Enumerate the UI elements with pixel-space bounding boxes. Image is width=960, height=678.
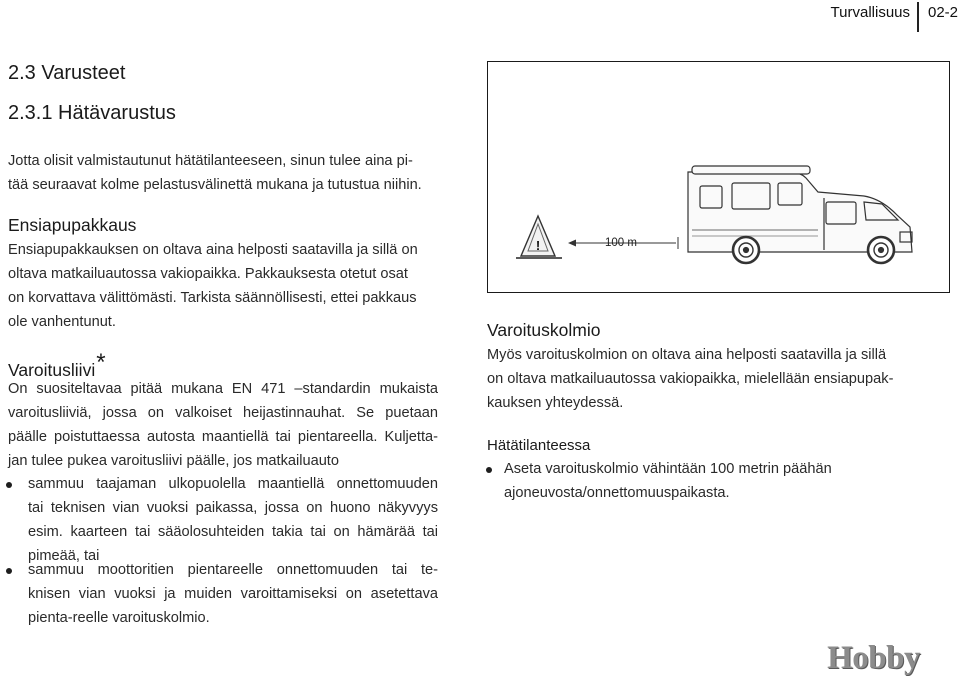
firstaid-heading: Ensiapupakkaus	[8, 215, 137, 235]
bullet-line: Aseta varoituskolmio vähintään 100 metrin päähän	[504, 461, 832, 477]
list-item	[28, 473, 438, 569]
intro-line: tää seuraavat kolme pelastusvälinettä mukana ja tutustua niihin.	[8, 176, 422, 193]
triangle-mark: !	[535, 238, 541, 253]
vest-heading-text: Varoitusliivi	[8, 360, 96, 380]
hobby-logo: Hobby	[827, 640, 920, 676]
vest-line: jan tulee pukea varoitusliivi päälle, jos matkailuauto	[8, 452, 339, 469]
bullet-line: knisen vian vuoksi ja muiden varoittamiseksi on asetettava	[28, 585, 438, 602]
emergency-heading: Hätätilanteessa	[487, 437, 591, 454]
bullet-line: sammuu taajaman ulkopuolella maantiellä onnettomuuden	[28, 476, 438, 492]
bullet-dot	[486, 467, 492, 473]
vest-line: On suositeltavaa pitää mukana EN 471 –standardin mukaista	[8, 381, 438, 397]
emergency-bullet	[504, 458, 924, 506]
vest-line: varoitusliiviä, jossa on valkoiset heijastinnauhat. Se puetaan	[8, 404, 438, 421]
illustration-svg	[488, 62, 948, 291]
bullet-dot	[6, 568, 12, 574]
header-divider	[917, 2, 919, 32]
optional-asterisk: *	[96, 349, 106, 376]
bullet-line: ajoneuvosta/onnettomuuspaikasta.	[504, 484, 730, 501]
triangle-heading: Varoituskolmio	[487, 320, 601, 340]
firstaid-line: oltava matkailuautossa vakiopaikka. Pakkauksesta otetut osat	[8, 265, 408, 282]
page-number: 02-2	[928, 4, 959, 21]
list-item	[28, 559, 438, 631]
vest-bullet-1	[28, 473, 438, 569]
firstaid-line: ole vanhentunut.	[8, 313, 116, 330]
intro-paragraph	[8, 150, 438, 198]
bullet-line: pimeää, tai	[28, 547, 100, 564]
bullet-line: pienta-reelle varoituskolmio.	[28, 609, 210, 626]
triangle-paragraph	[487, 344, 927, 416]
intro-line: Jotta olisit valmistautunut hätätilanteeseen, sinun tulee aina pi-	[8, 153, 413, 169]
subsection-heading: 2.3.1 Hätävarustus	[8, 102, 176, 124]
vest-paragraph	[8, 378, 438, 474]
list-item	[504, 458, 924, 506]
bullet-line: esim. kaarteen tai sääolosuhteiden takia tai on hämärää tai	[28, 523, 438, 540]
vest-bullet-2	[28, 559, 438, 631]
warning-triangle-illustration	[487, 61, 950, 293]
firstaid-paragraph	[8, 239, 438, 335]
triangle-line: kauksen yhteydessä.	[487, 394, 624, 411]
bullet-line: tai teknisen vian vuoksi paikassa, jossa on huono näkyvyys	[28, 499, 438, 516]
bullet-dot	[6, 482, 12, 488]
firstaid-line: Ensiapupakkauksen on oltava aina helposti saatavilla ja sillä on	[8, 242, 418, 258]
triangle-line: Myös varoituskolmion on oltava aina helposti saatavilla ja sillä	[487, 347, 887, 363]
bullet-line: sammuu moottoritien pientareelle onnettomuuden tai te-	[28, 562, 438, 578]
warning-triangle-icon	[521, 216, 555, 256]
distance-label: 100 m	[605, 237, 637, 249]
vest-line: päälle poistuttaessa autosta maantiellä tai pientareella. Kuljetta-	[8, 428, 438, 445]
motorhome-icon	[688, 166, 912, 263]
section-heading: 2.3 Varusteet	[8, 62, 126, 84]
section-title: Turvallisuus	[830, 4, 910, 21]
triangle-line: on oltava matkailuautossa vakiopaikka, mielellään ensiapupak-	[487, 370, 894, 387]
firstaid-line: on korvattava välittömästi. Tarkista säännöllisesti, ettei pakkaus	[8, 289, 417, 306]
